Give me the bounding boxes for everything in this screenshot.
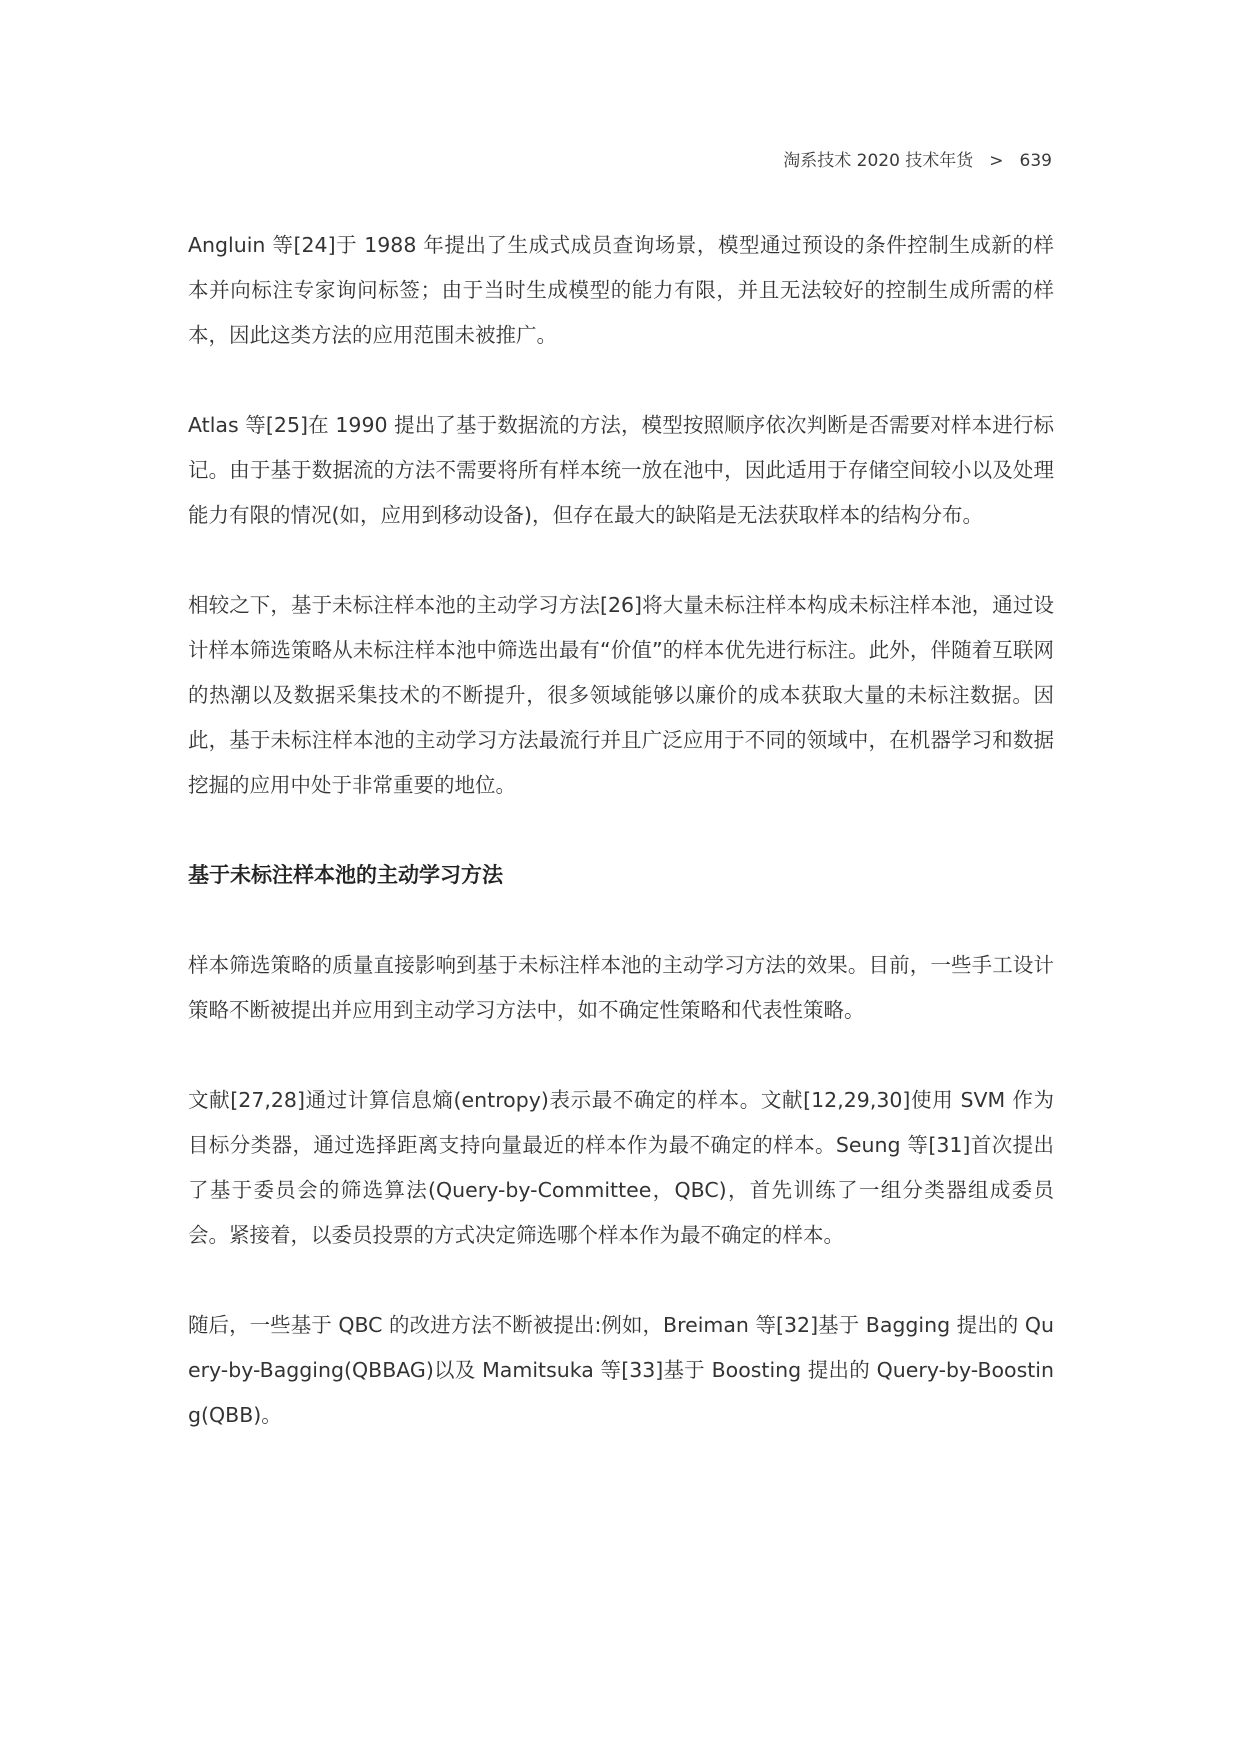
paragraph-gap bbox=[188, 358, 1054, 403]
paragraph-qbc-improvements: 随后，一些基于 QBC 的改进方法不断被提出:例如，Breiman 等[32]基于 Bagging 提出的 Query-by-Bagging(QBBAG)以及 Mamitsuka 等[33]基于 Boosting 提出的 Query-by-Boosting(QBB)。 bbox=[188, 1313, 1054, 1427]
paragraph-strategy: 样本筛选策略的质量直接影响到基于未标注样本池的主动学习方法的效果。目前，一些手工设计策略不断被提出并应用到主动学习方法中，如不确定性策略和代表性策略。 bbox=[188, 953, 1054, 1022]
paragraph-gap bbox=[188, 538, 1054, 583]
paragraph-pool-based: 相较之下，基于未标注样本池的主动学习方法[26]将大量未标注样本构成未标注样本池，通过设计样本筛选策略从未标注样本池中筛选出最有“价值”的样本优先进行标注。此外，伴随着互联网的热潮以及数据采集技术的不断提升，很多领域能够以廉价的成本获取大量的未标注数据。因此，基于未标注样本池的主动学习方法最流行并且广泛应用于不同的领域中，在机器学习和数据挖掘的应用中处于非常重要的地位。 bbox=[188, 593, 1054, 797]
book-title: 淘系技术 2020 技术年货 bbox=[783, 151, 974, 171]
paragraph-gap bbox=[188, 1033, 1054, 1078]
page-number: 639 bbox=[1019, 151, 1052, 171]
paragraph-gap bbox=[188, 898, 1054, 943]
paragraph-angluin: Angluin 等[24]于 1988 年提出了生成式成员查询场景，模型通过预设的条件控制生成新的样本并向标注专家询问标签；由于当时生成模型的能力有限，并且无法较好的控制生成所需的样本，因此这类方法的应用范围未被推广。 bbox=[188, 233, 1054, 347]
body-text bbox=[188, 223, 1054, 1438]
section-heading: 基于未标注样本池的主动学习方法 bbox=[188, 863, 503, 887]
paragraph-gap bbox=[188, 808, 1054, 853]
running-header bbox=[700, 150, 1052, 172]
paragraph-atlas: Atlas 等[25]在 1990 提出了基于数据流的方法，模型按照顺序依次判断是否需要对样本进行标记。由于基于数据流的方法不需要将所有样本统一放在池中，因此适用于存储空间较小以及处理能力有限的情况(如，应用到移动设备)，但存在最大的缺陷是无法获取样本的结构分布。 bbox=[188, 413, 1054, 527]
paragraph-uncertainty: 文献[27,28]通过计算信息熵(entropy)表示最不确定的样本。文献[12,29,30]使用 SVM 作为目标分类器，通过选择距离支持向量最近的样本作为最不确定的样本。Seung 等[31]首次提出了基于委员会的筛选算法(Query-by-Committee，QBC)，首先训练了一组分类器组成委员会。紧接着，以委员投票的方式决定筛选哪个样本作为最不确定的样本。 bbox=[188, 1088, 1054, 1247]
header-separator: > bbox=[989, 151, 1004, 171]
paragraph-gap bbox=[188, 1258, 1054, 1303]
